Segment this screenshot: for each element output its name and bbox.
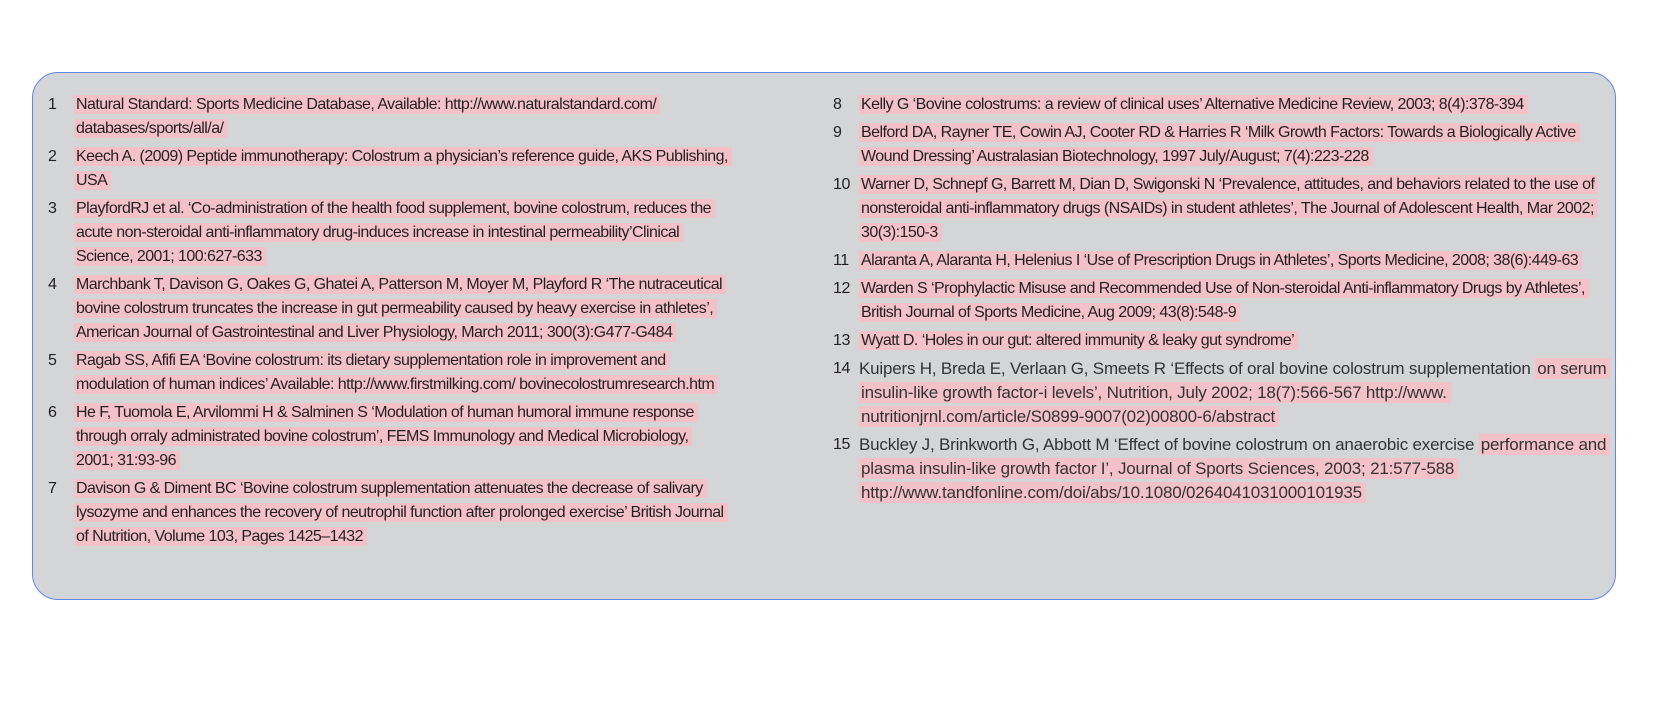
reference-item (48, 145, 728, 193)
reference-item (833, 121, 1623, 169)
reference-number: 13 (833, 332, 850, 349)
reference-number: 14 (833, 360, 850, 377)
reference-text: Kelly G ‘Bovine colostrums: a review of clinical uses’ Alternative Medicine Review, 2003; 8(4):378-394 (859, 93, 1623, 117)
reference-text: Marchbank T, Davison G, Oakes G, Ghatei A, Patterson M, Moyer M, Playford R ‘The nutraceutical bovine colostrum truncates the increase in gut permeability caused by heavy exercise in athletes’, American Journal of Gastrointestinal and Liver Physiology, March 2011; 300(3):G477-G484 (74, 273, 728, 345)
reference-text: Ragab SS, Afifi EA ‘Bovine colostrum: its dietary supplementation role in improvement and modulation of human indices’ Available: http://www.firstmilking.com/ bovinecolostrumresearch.htm (74, 349, 728, 397)
reference-number: 4 (48, 276, 57, 293)
reference-text: Davison G & Diment BC ‘Bovine colostrum supplementation attenuates the decrease of salivary lysozyme and enhances the recovery of neutrophil function after prolonged exercise’ British Journal of Nutrition, Volume 103, Pages 1425–1432 (74, 477, 728, 549)
reference-text: Buckley J, Brinkworth G, Abbott M ‘Effect of bovine colostrum on anaerobic exercise performance and plasma insulin-like growth factor I’, Journal of Sports Sciences, 2003; 21:577-588 http://www.tandfonline.com/doi/abs/10.1080/0264041031000101935 (859, 433, 1623, 505)
reference-item (833, 329, 1623, 353)
reference-item (48, 401, 728, 473)
reference-number: 6 (48, 404, 57, 421)
reference-number: 9 (833, 124, 842, 141)
reference-item (48, 197, 728, 269)
reference-number: 2 (48, 148, 57, 165)
reference-lead: Kuipers H, Breda E, Verlaan G, Smeets R ‘Effects of oral bovine colostrum supplementation (859, 359, 1531, 378)
references-left-column (48, 93, 728, 553)
reference-number: 11 (833, 252, 849, 269)
reference-text: Kuipers H, Breda E, Verlaan G, Smeets R ‘Effects of oral bovine colostrum supplementation on serum insulin-like growth factor-i levels’, Nutrition, July 2002; 18(7):566-567 http://www. nutritionjrnl.com/article/S0899-9007(02)00800-6/abstract (859, 357, 1623, 429)
reference-item (833, 249, 1623, 273)
reference-lead: Buckley J, Brinkworth G, Abbott M ‘Effect of bovine colostrum on anaerobic exercise (859, 435, 1475, 454)
reference-item (48, 273, 728, 345)
reference-item (48, 93, 728, 141)
reference-item (833, 433, 1623, 505)
reference-text: Alaranta A, Alaranta H, Helenius I ‘Use of Prescription Drugs in Athletes’, Sports Medicine, 2008; 38(6):449-63 (859, 249, 1623, 273)
reference-text: Warden S ‘Prophylactic Misuse and Recommended Use of Non-steroidal Anti-inflammatory Drugs by Athletes’, British Journal of Sports Medicine, Aug 2009; 43(8):548-9 (859, 277, 1623, 325)
reference-number: 12 (833, 280, 850, 297)
reference-item (833, 173, 1623, 245)
reference-text: Natural Standard: Sports Medicine Database, Available: http://www.naturalstandard.com/ databases/sports/all/a/ (74, 93, 728, 141)
references-right-column (833, 93, 1623, 509)
reference-number: 1 (48, 96, 57, 113)
reference-text: Wyatt D. ‘Holes in our gut: altered immunity & leaky gut syndrome’ (859, 329, 1623, 353)
reference-number: 3 (48, 200, 57, 217)
reference-item (48, 477, 728, 549)
reference-number: 10 (833, 176, 850, 193)
references-panel (32, 72, 1616, 600)
reference-item (48, 349, 728, 397)
reference-item (833, 357, 1623, 429)
reference-item (833, 277, 1623, 325)
reference-number: 15 (833, 436, 850, 453)
reference-number: 7 (48, 480, 57, 497)
reference-text: Belford DA, Rayner TE, Cowin AJ, Cooter RD & Harries R ‘Milk Growth Factors: Towards a Biologically Active Wound Dressing’ Australasian Biotechnology, 1997 July/August; 7(4):223-228 (859, 121, 1623, 169)
reference-item (833, 93, 1623, 117)
reference-text: PlayfordRJ et al. ‘Co-administration of the health food supplement, bovine colostrum, reduces the acute non-steroidal anti-inflammatory drug-induces increase in intestinal permeability’Clinical Science, 2001; 100:627-633 (74, 197, 728, 269)
reference-text: He F, Tuomola E, Arvilommi H & Salminen S ‘Modulation of human humoral immune response through orraly administrated bovine colostrum’, FEMS Immunology and Medical Microbiology, 2001; 31:93-96 (74, 401, 728, 473)
reference-text: Warner D, Schnepf G, Barrett M, Dian D, Swigonski N ‘Prevalence, attitudes, and behaviors related to the use of nonsteroidal anti-inflammatory drugs (NSAIDs) in student athletes’, The Journal of Adolescent Health, Mar 2002; 30(3):150-3 (859, 173, 1623, 245)
reference-text: Keech A. (2009) Peptide immunotherapy: Colostrum a physician’s reference guide, AKS Publishing, USA (74, 145, 728, 193)
reference-number: 5 (48, 352, 57, 369)
reference-number: 8 (833, 96, 842, 113)
